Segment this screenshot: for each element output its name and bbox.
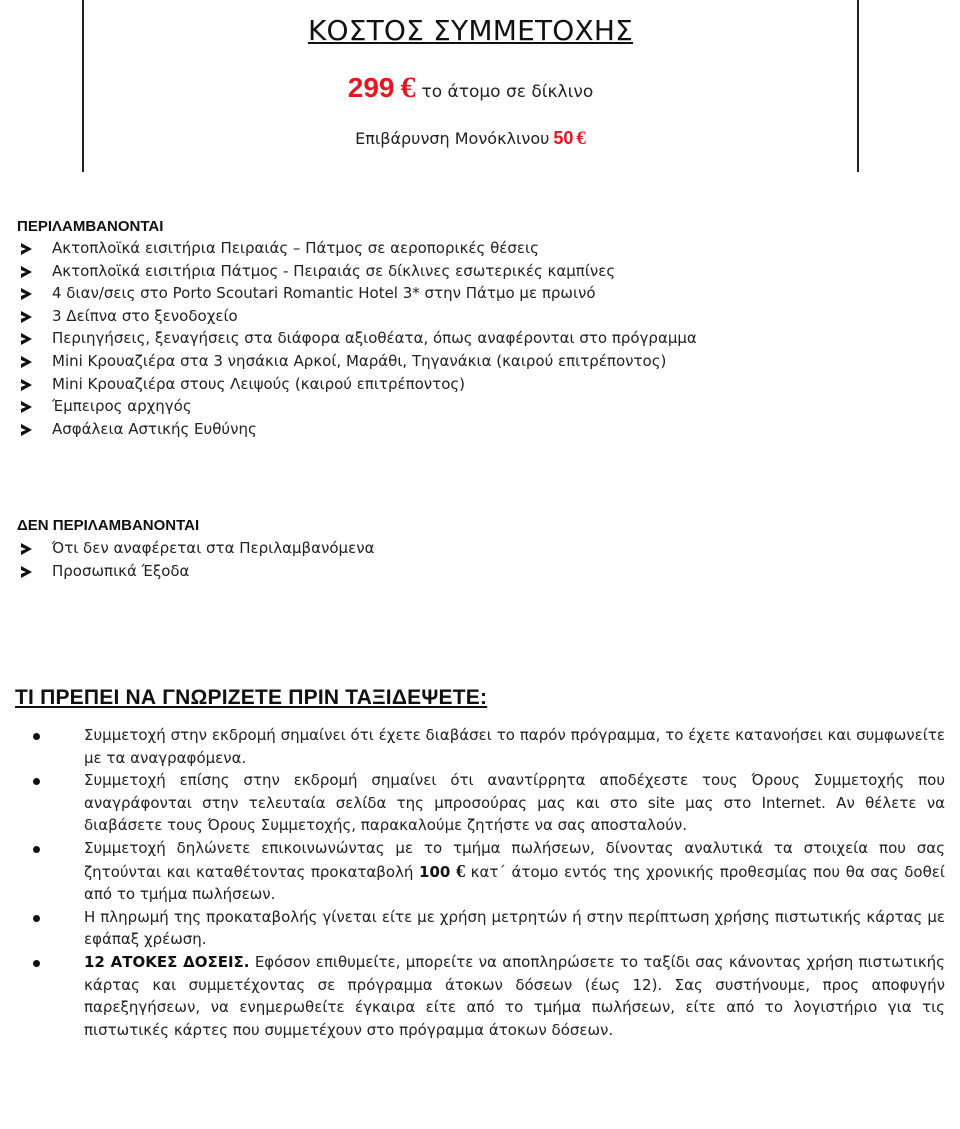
- arrow-bullet-icon: [21, 379, 32, 391]
- cost-box: [82, 0, 859, 172]
- list-item-text: Έμπειρος αρχηγός: [52, 397, 192, 416]
- list-item: [33, 769, 945, 837]
- arrow-bullet-icon: [21, 566, 32, 578]
- list-item: [17, 350, 697, 373]
- bullet-dot-icon: [33, 778, 40, 785]
- deposit-amount: 100: [419, 862, 451, 881]
- price-description: το άτομο σε δίκλινο: [421, 82, 594, 102]
- list-item-text: Συμμετοχή δηλώνετε επικοινωνώντας με το τμήμα πωλήσεων, δίνοντας αναλυτικά τα στοιχεία που σας ζητούνται και καταθέτοντας προκαταβολή: [84, 838, 945, 881]
- not-included-heading: ΔΕΝ ΠΕΡΙΛΑΜΒΑΝΟΝΤΑΙ: [17, 517, 200, 534]
- list-item: [33, 837, 945, 906]
- list-item: [17, 560, 374, 583]
- list-item: [17, 260, 697, 283]
- list-item: [17, 305, 697, 328]
- euro-icon: €: [456, 860, 465, 881]
- list-item: [17, 237, 697, 260]
- arrow-bullet-icon: [21, 243, 32, 255]
- included-heading: ΠΕΡΙΛΑΜΒΑΝΟΝΤΑΙ: [17, 218, 164, 235]
- list-item-text: Ότι δεν αναφέρεται στα Περιλαμβανόμενα: [52, 539, 375, 557]
- list-item-text: Συμμετοχή επίσης στην εκδρομή σημαίνει ότι αναντίρρητα αποδέχεστε τους Όρους Συμμετοχής που αναγράφονται στην τελευταία σελίδα της μπροσούρας μας και στο site μας στο Internet. Αν θέλετε να διαβάσετε τους Όρους Συμμετοχής, παρακαλούμε ζητήστε να σας αποσταλούν.: [84, 771, 945, 835]
- arrow-bullet-icon: [21, 424, 32, 436]
- price-amount: 299: [347, 72, 395, 103]
- price-line: [84, 71, 857, 105]
- euro-icon: €: [400, 71, 416, 104]
- list-item: [17, 395, 697, 418]
- list-item: [33, 951, 945, 1041]
- arrow-bullet-icon: [21, 288, 32, 300]
- list-item: [17, 373, 697, 396]
- list-item: [33, 724, 945, 769]
- list-item-text: Η πληρωμή της προκαταβολής γίνεται είτε με χρήση μετρητών ή στην περίπτωση χρήσης πιστωτικής κάρτας με εφάπαξ χρέωση.: [84, 907, 945, 949]
- list-item: [17, 418, 697, 441]
- list-item-text: Προσωπικά Έξοδα: [52, 561, 190, 580]
- list-item-text: Περιηγήσεις, ξεναγήσεις στα διάφορα αξιοθέατα, όπως αναφέρονται στο πρόγραμμα: [52, 329, 697, 348]
- list-item: [33, 906, 945, 951]
- list-item-text: Ασφάλεια Αστικής Ευθύνης: [52, 419, 257, 438]
- arrow-bullet-icon: [21, 543, 32, 555]
- not-included-list: [17, 537, 374, 582]
- single-supplement-amount: 50: [553, 128, 574, 148]
- bullet-dot-icon: [33, 733, 40, 740]
- cost-title: ΚΟΣΤΟΣ ΣΥΜΜΕΤΟΧΗΣ: [307, 14, 634, 47]
- list-item-text: κατ΄ άτομο εντός της χρονικής προθεσμίας που θα σας δοθεί από το τμήμα πωλήσεων.: [84, 862, 945, 904]
- list-item: [17, 537, 374, 560]
- list-item-text: Mini Κρουαζιέρα στους Λειψούς (καιρού επιτρέποντος): [52, 374, 466, 393]
- list-item: [17, 282, 697, 305]
- list-item-text: Mini Κρουαζιέρα στα 3 νησάκια Αρκοί, Μαράθι, Τηγανάκια (καιρού επιτρέποντος): [52, 351, 667, 370]
- bullet-dot-icon: [33, 960, 40, 967]
- installments-label: 12 ΑΤΟΚΕΣ ΔΟΣΕΙΣ.: [84, 952, 250, 971]
- single-supplement-label: Επιβάρυνση Μονόκλινου: [355, 129, 550, 148]
- list-item-text: Συμμετοχή στην εκδρομή σημαίνει ότι έχετε διαβάσει το παρόν πρόγραμμα, το έχετε κατανοήσει και συμφωνείτε με τα αναγραφόμενα.: [84, 726, 945, 767]
- included-list: [17, 237, 697, 440]
- bullet-dot-icon: [33, 915, 40, 922]
- bullet-dot-icon: [33, 846, 40, 853]
- arrow-bullet-icon: [21, 356, 32, 368]
- info-bullet-list: [33, 724, 945, 1041]
- know-before-travel-title: ΤΙ ΠΡΕΠΕΙ ΝΑ ΓΝΩΡΙΖΕΤΕ ΠΡΙΝ ΤΑΞΙΔΕΨΕΤΕ:: [15, 686, 488, 709]
- list-item-text: Ακτοπλοϊκά εισιτήρια Πειραιάς – Πάτμος σε αεροπορικές θέσεις: [52, 239, 539, 257]
- list-item: [17, 327, 697, 350]
- arrow-bullet-icon: [21, 311, 32, 323]
- arrow-bullet-icon: [21, 266, 32, 278]
- list-item-text: 4 διαν/σεις στο Porto Scoutari Romantic Hotel 3* στην Πάτμο με πρωινό: [52, 284, 596, 303]
- list-item-text: 3 Δείπνα στο ξενοδοχείο: [52, 306, 238, 325]
- euro-icon: €: [576, 128, 586, 149]
- arrow-bullet-icon: [21, 333, 32, 345]
- single-supplement: [84, 128, 857, 150]
- arrow-bullet-icon: [21, 401, 32, 413]
- list-item-text: Εφόσον επιθυμείτε, μπορείτε να αποπληρώσετε το ταξίδι σας κάνοντας χρήση πιστωτικής κάρτας και συμμετέχοντας σε πρόγραμμα άτοκων δόσεων (έως 12). Σας συστήνουμε, προς αποφυγήν παρεξηγήσεων, να ενημερωθείτε έγκαιρα είτε από το τμήμα πωλήσεων, είτε από το λογιστήριο για τις πιστωτικές κάρτες που συμμετέχουν στο πρόγραμμα άτοκων δόσεων.: [84, 952, 945, 1039]
- list-item-text: Ακτοπλοϊκά εισιτήρια Πάτμος - Πειραιάς σε δίκλινες εσωτερικές καμπίνες: [52, 261, 616, 280]
